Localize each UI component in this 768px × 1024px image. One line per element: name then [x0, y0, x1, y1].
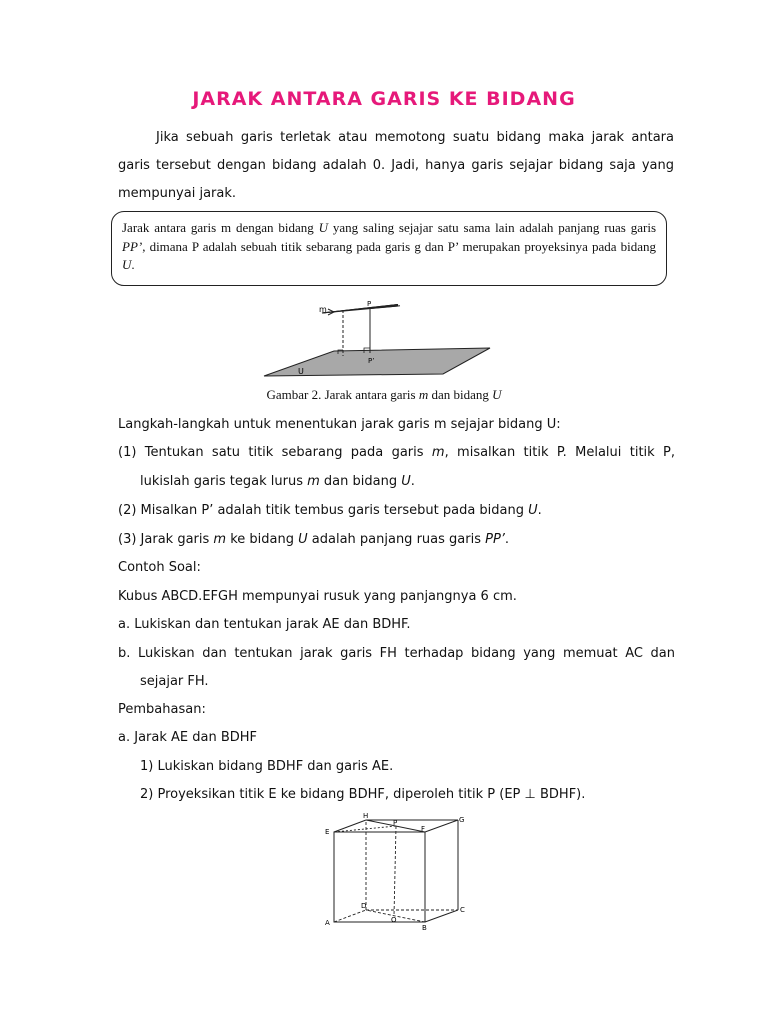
caption-m: m [418, 387, 429, 402]
step-2 [118, 503, 542, 518]
step-3-m: m [213, 532, 227, 547]
edge-ad [334, 910, 366, 922]
step-1-cont-m: m [307, 474, 320, 489]
answer-a-step-1: 1) Lukiskan bidang BDHF dan garis AE. [140, 759, 394, 774]
contoh-soal-heading: Contoh Soal: [118, 560, 201, 575]
front-face [334, 832, 425, 922]
label-p: P [393, 819, 398, 827]
label-b: B [422, 924, 427, 932]
label-f: F [421, 825, 426, 833]
pembahasan-heading: Pembahasan: [118, 702, 206, 717]
step-3-text-3: adalah panjang ruas garis [307, 532, 486, 547]
steps-intro: Langkah-langkah untuk menentukan jarak garis m sejajar bidang U: [118, 417, 561, 432]
label-o: O [391, 916, 397, 924]
caption-text: Gambar 2. Jarak antara garis [266, 387, 419, 402]
intro-paragraph: Jika sebuah garis terletak atau memotong suatu bidang maka jarak antara garis tersebut dengan bidang adalah 0. Jadi, hanya garis sejajar bidang saja yang mempunyai jarak. [118, 130, 674, 201]
step-1-m: m [431, 445, 445, 460]
definition-box [111, 211, 667, 286]
step-1-cont-u: U [401, 474, 411, 489]
figure-cube [318, 812, 478, 932]
label-p: P [367, 300, 372, 308]
definition-text-2: yang saling sejajar satu sama lain adalah panjang ruas garis [328, 220, 656, 235]
step-1-cont [140, 474, 415, 489]
caption-mid: dan bidang [428, 387, 493, 402]
step-1-cont-text: lukislah garis tegak lurus [140, 474, 308, 489]
label-u: U [298, 367, 304, 376]
line-po [394, 826, 396, 916]
label-d: D [361, 902, 367, 910]
definition-text: Jarak antara garis m dengan bidang [122, 220, 319, 235]
step-3-end: . [504, 532, 510, 547]
figure-line-plane [258, 296, 498, 378]
question-a: a. Lukiskan dan tentukan jarak AE dan BDHF. [118, 617, 411, 632]
label-c: C [460, 906, 465, 914]
step-2-end: . [537, 503, 542, 518]
kubus-statement: Kubus ABCD.EFGH mempunyai rusuk yang panjangnya 6 cm. [118, 589, 517, 604]
question-b: b. Lukiskan dan tentukan jarak garis FH terhadap bidang yang memuat AC dan [118, 646, 675, 661]
label-h: H [363, 812, 369, 820]
question-b-cont: sejajar FH. [140, 674, 209, 689]
figure-caption [0, 387, 768, 403]
step-1-cont-text-2: dan bidang [319, 474, 402, 489]
label-m: m [319, 305, 327, 314]
step-1-text-2: , misalkan titik P. Melalui titik P, [444, 445, 675, 460]
step-3-pp: PP’ [485, 532, 505, 547]
step-1-text: (1) Tentukan satu titik sebarang pada garis [118, 445, 432, 460]
answer-a: a. Jarak AE dan BDHF [118, 730, 258, 745]
label-p-prime: P’ [368, 357, 375, 365]
definition-text-3: , dimana P adalah sebuah titik sebarang pada garis g dan P’ merupakan proyeksinya pada bidang [142, 238, 656, 254]
edge-bc [425, 910, 458, 922]
definition-u: U [318, 220, 329, 235]
step-1-cont-end: . [410, 474, 415, 489]
page-title: JARAK ANTARA GARIS KE BIDANG [192, 88, 576, 110]
step-3 [118, 532, 509, 547]
step-3-u: U [298, 532, 308, 547]
step-2-u: U [528, 503, 538, 518]
label-a: A [325, 919, 330, 927]
definition-end: . [131, 257, 135, 272]
step-2-text: (2) Misalkan P’ adalah titik tembus garis tersebut pada bidang [118, 503, 529, 518]
label-e: E [325, 828, 330, 836]
definition-pp: PP’ [122, 238, 143, 254]
answer-a-step-2: 2) Proyeksikan titik E ke bidang BDHF, diperoleh titik P (EP ⊥ BDHF). [140, 787, 586, 802]
label-g: G [459, 816, 465, 824]
caption-u: U [492, 387, 502, 402]
definition-u-2: U [122, 257, 132, 272]
step-1 [118, 445, 675, 460]
step-3-text-2: ke bidang [226, 532, 299, 547]
step-3-text: (3) Jarak garis [118, 532, 214, 547]
edge-fg [425, 820, 458, 832]
